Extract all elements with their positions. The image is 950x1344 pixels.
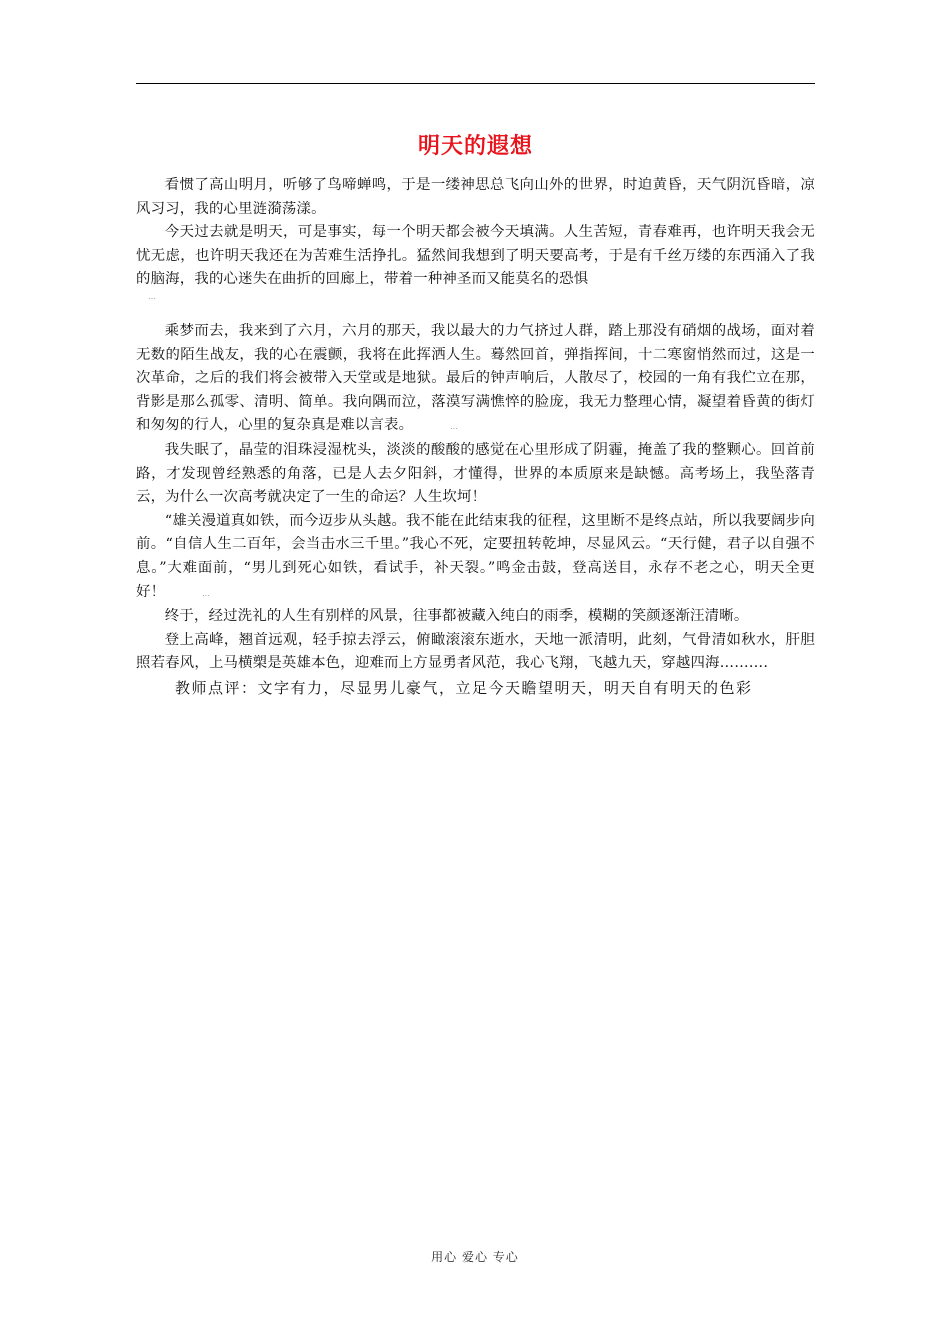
page-footer: 用心 爱心 专心 bbox=[431, 1250, 519, 1264]
paragraph-2 bbox=[136, 221, 815, 302]
paragraph-5 bbox=[136, 510, 815, 605]
teacher-comment: 教师点评：文字有力，尽显男儿豪气，立足今天瞻望明天，明天自有明天的色彩 bbox=[175, 678, 753, 697]
paragraph-6 bbox=[136, 605, 815, 629]
paragraph-5-text: “雄关漫道真如铁，而今迈步从头越。我不能在此结束我的征程，这里断不是终点站，所以我要阔步向前。“自信人生二百年，会当击水三千里。”我心不死，定要扭转乾坤，尽显风云。“天行健，君子以自强不息。”大难面前，“男儿到死心如铁，看试手，补天裂。”鸣金击鼓，登高送目，永存不老之心，明天全更好！ bbox=[136, 512, 815, 600]
paragraph-2-text: 今天过去就是明天，可是事实，每一个明天都会被今天填满。人生苦短，青春难再，也许明天我会无忧无虑，也许明天我还在为苦难生活挣扎。猛然间我想到了明天要高考，于是有千丝万缕的东西涌入了我的脑海，我的心迷失在曲折的回廊上，带着一种神圣而又能莫名的恐惧 bbox=[136, 224, 815, 288]
paragraph-3-text: 乘梦而去，我来到了六月，六月的那天，我以最大的力气挤过人群，踏上那没有硝烟的战场，面对着无数的陌生战友，我的心在震颤，我将在此挥洒人生。蓦然回首，弹指挥间，十二寒窗悄然而过，这是一次革命，之后的我们将会被带入天堂或是地狱。最后的钟声响后，人散尽了，校园的一角有我伫立在那，背影是那么孤零、清明、简单。我向隅而泣，落漠写满憔悴的脸庞，我无力整理心情，凝望着昏黄的街灯和匆匆的行人，心里的复杂真是难以言表。 bbox=[136, 322, 815, 434]
header-rule bbox=[136, 83, 815, 84]
paragraph-7 bbox=[136, 629, 815, 676]
paragraph-6-text: 终于，经过洗礼的人生有别样的风景，往事都被藏入纯白的雨季，模糊的笑颜逐渐汪清晰。 bbox=[164, 608, 749, 625]
continuation-mark: … bbox=[201, 588, 211, 598]
article-body bbox=[136, 174, 815, 701]
paragraph-3 bbox=[136, 320, 815, 439]
paragraph-1-text: 看惯了高山明月，听够了鸟啼蝉鸣，于是一缕神思总飞向山外的世界，时迫黄昏，天气阴沉昏暗，凉风习习，我的心里涟漪荡漾。 bbox=[136, 177, 815, 217]
paragraph-1 bbox=[136, 174, 815, 221]
paragraph-7-text: 登上高峰，翘首远观，轻手掠去浮云，俯瞰滚滚东逝水，天地一派清明，此刻，气骨清如秋水，肝胆照若春风，上马横槊是英雄本色，迎难而上方显勇者风范，我心飞翔，飞越九天，穿越四海………. bbox=[136, 631, 815, 672]
continuation-mark: … bbox=[148, 291, 157, 301]
paragraph-4 bbox=[136, 439, 815, 510]
paragraph-4-text: 我失眠了，晶莹的泪珠浸湿枕头，淡淡的酸酸的感觉在心里形成了阴霾，掩盖了我的整颗心。回首前路，才发现曾经熟悉的角落，已是人去夕阳斜，才懂得，世界的本质原来是缺憾。高考场上，我坠落青云，为什么一次高考就决定了一生的命运？人生坎坷！ bbox=[136, 441, 815, 506]
article-title: 明天的遐想 bbox=[417, 134, 533, 159]
continuation-mark: … bbox=[450, 422, 460, 432]
